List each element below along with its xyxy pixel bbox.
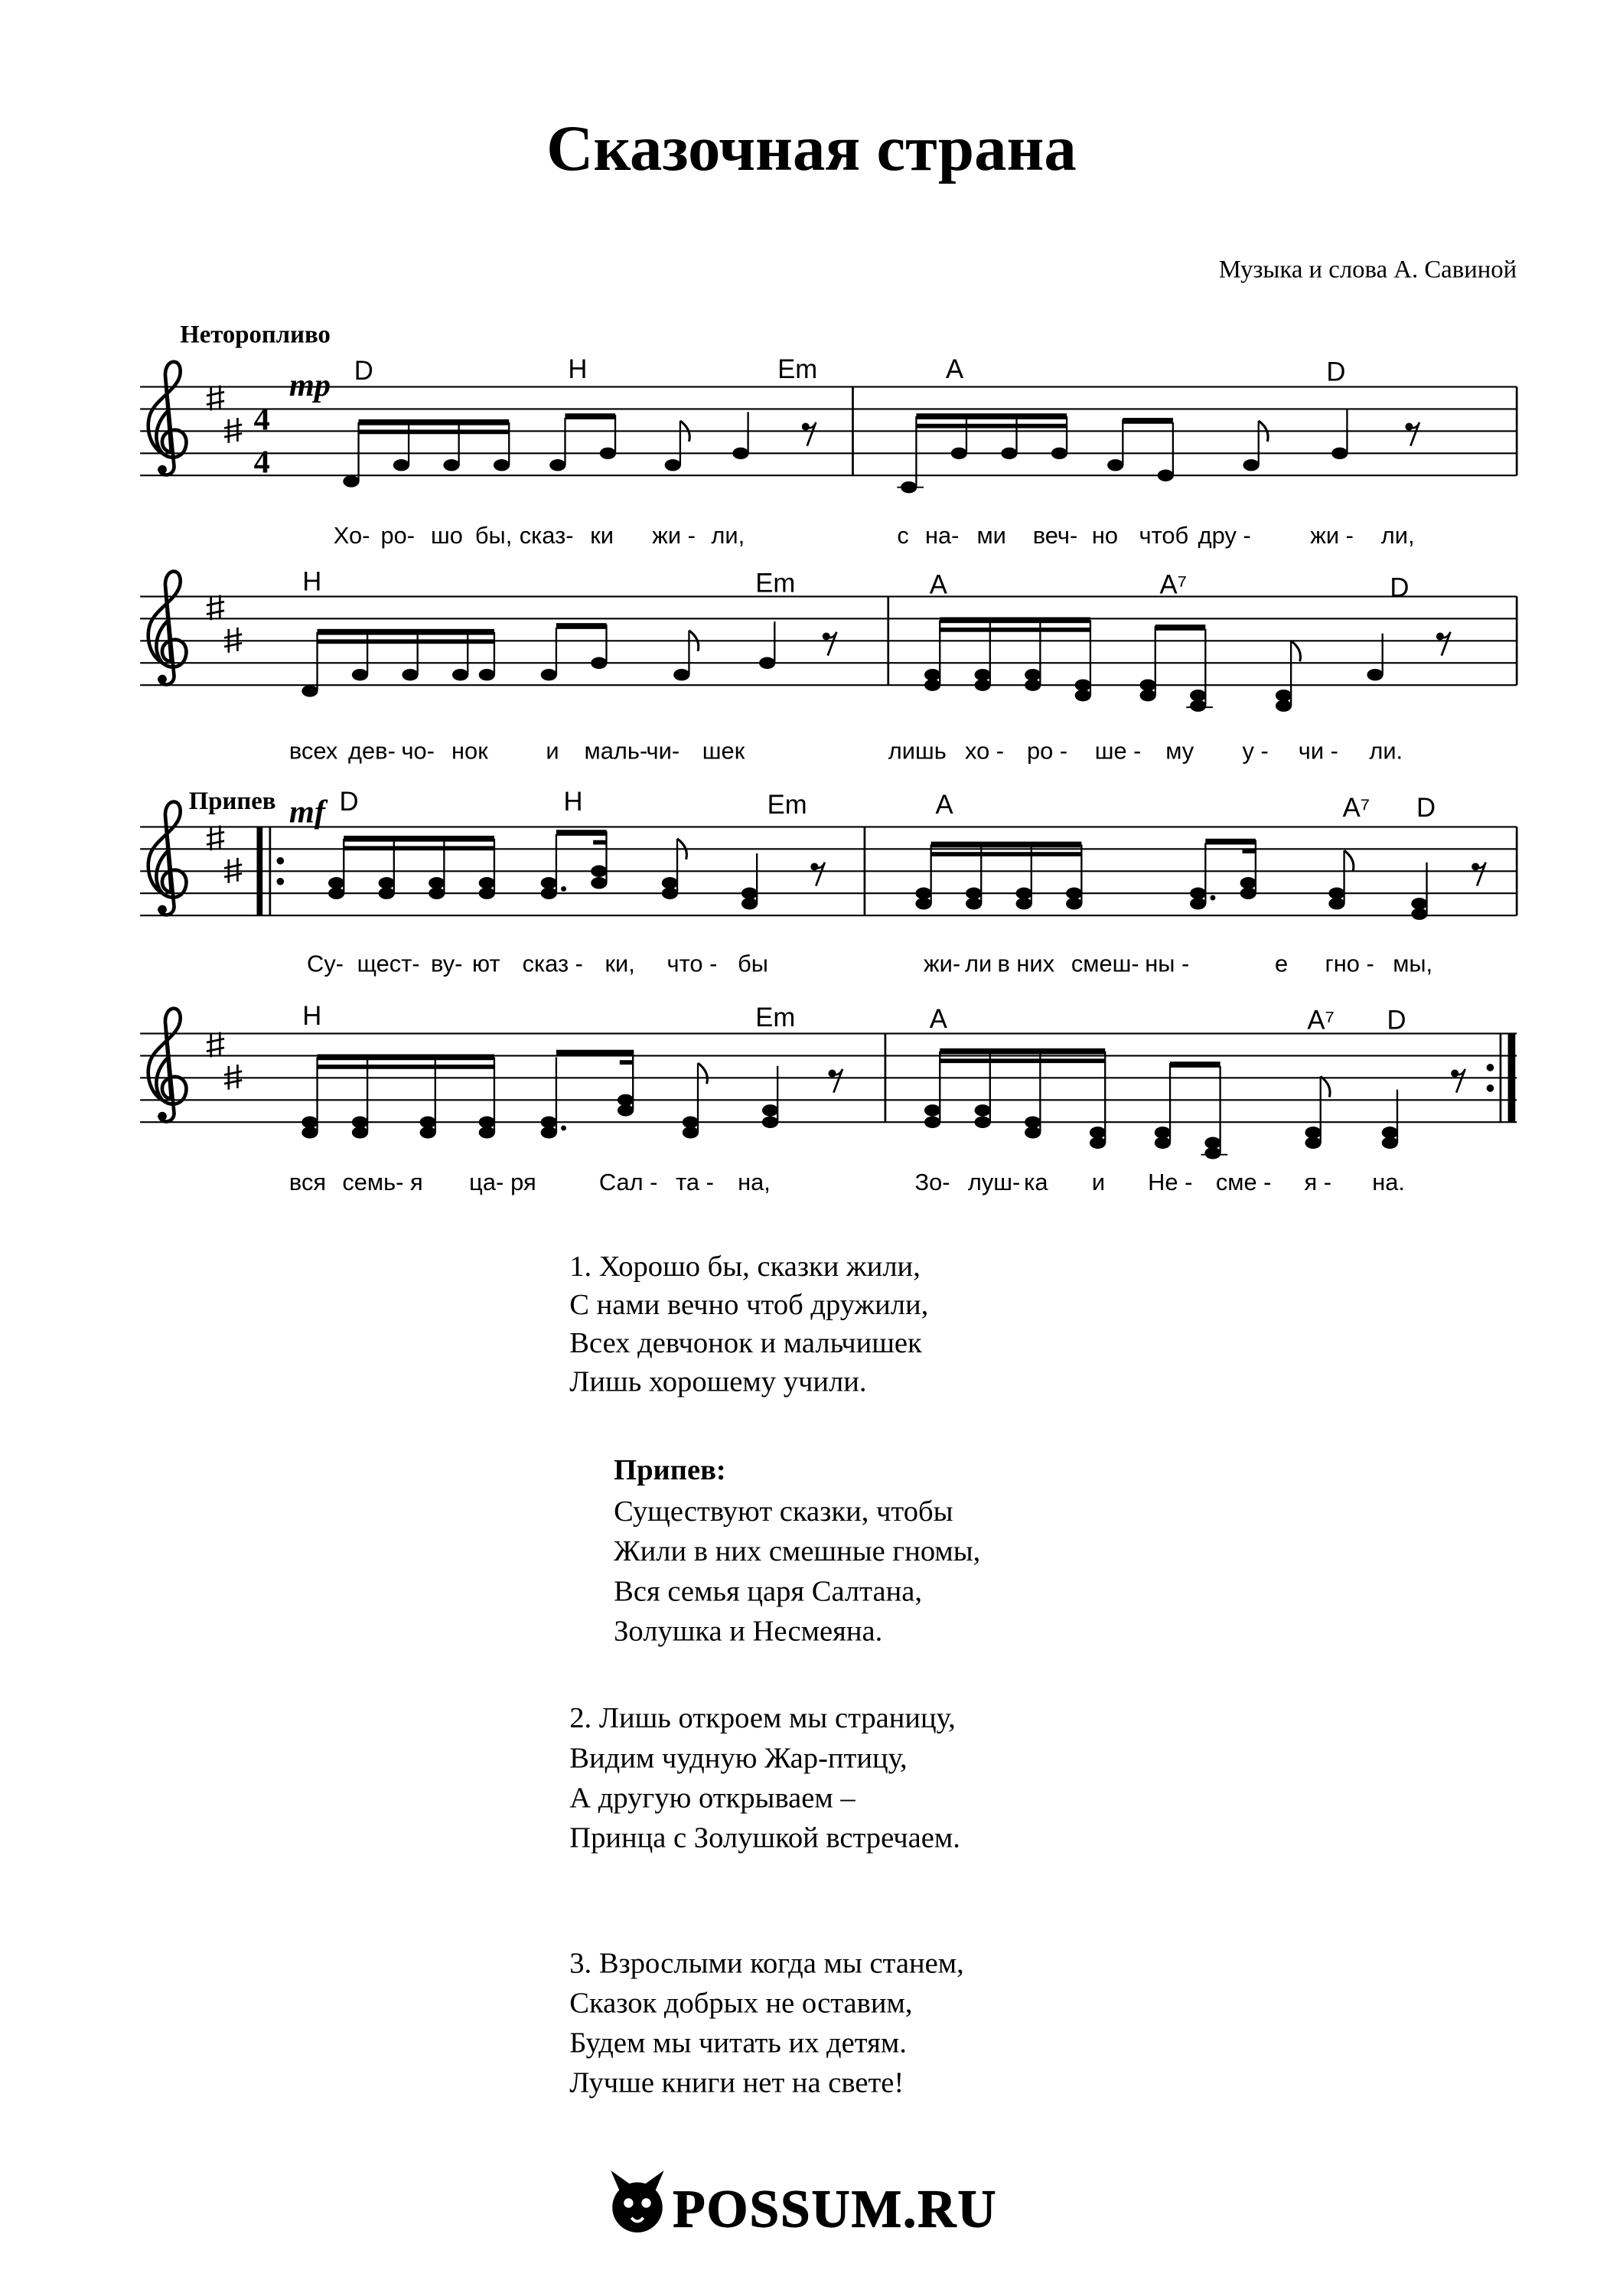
svg-text:му: му [1165,737,1194,765]
svg-text:и: и [1091,1168,1106,1195]
svg-text:дру -: дру - [1198,521,1251,549]
svg-text:жи -: жи - [652,521,696,549]
svg-text:чи-: чи- [646,737,680,765]
time-signature-bottom: 4 [253,444,270,481]
staff-2 [140,568,1517,765]
verse-line: Золушка и Несмеяна. [614,1615,883,1648]
treble-clef-icon [148,1009,187,1122]
svg-text:бы,: бы, [474,521,513,549]
svg-text:на,: на, [738,1168,771,1195]
svg-text:чтоб: чтоб [1139,521,1189,549]
svg-text:с: с [897,521,909,549]
svg-text:у -: у - [1242,737,1269,765]
chord-symbol: D [354,356,373,386]
svg-text:хо -: хо - [965,737,1005,765]
verse-line: Вся семья царя Салтана, [614,1575,922,1608]
svg-text:Не -: Не - [1148,1168,1193,1195]
svg-text:дев-: дев- [348,737,396,765]
chord-symbol: H [563,788,583,817]
svg-text:ро-: ро- [380,521,416,549]
svg-text:ро -: ро - [1027,737,1068,765]
svg-text:на.: на. [1372,1168,1405,1195]
eighth-rest-icon [1405,422,1419,446]
svg-text:щест-: щест- [357,950,420,977]
verse-line: Всех девчонок и мальчишек [569,1327,922,1360]
song-title: Сказочная страна [546,112,1077,184]
svg-text:на-: на- [924,521,960,549]
svg-text:сказ -: сказ - [522,950,583,977]
treble-clef-icon [148,802,187,915]
svg-text:чи -: чи - [1298,737,1338,765]
svg-text:веч-: веч- [1032,521,1078,549]
notes-measure-8 [924,1049,1465,1159]
eighth-rest-icon [810,863,825,886]
verse-1 [569,1251,928,1397]
chord-symbol: H [302,1001,322,1031]
staff-lines [140,1033,1517,1122]
notes-measure-2 [897,409,1419,493]
staff-lines [140,386,1517,475]
svg-text:ше -: ше - [1094,737,1142,765]
chord-symbol: Em [767,791,807,820]
svg-text:ря: ря [510,1168,536,1195]
svg-text:ют: ют [472,950,500,977]
svg-text:ки: ки [590,521,614,549]
verse-line: А другую открываем – [569,1782,855,1815]
verse-line: 2. Лишь откроем мы страницу, [569,1702,956,1735]
svg-text:лишь: лишь [888,737,947,765]
lyrics-line-2 [289,738,1403,765]
treble-clef-icon [148,362,187,475]
svg-text:ли,: ли, [711,521,745,549]
staff-4 [140,1002,1517,1195]
chord-symbol: A [945,354,964,384]
svg-text:жи-: жи- [924,950,961,977]
chord-symbol: Em [755,1003,796,1032]
chorus-heading: Припев: [614,1454,726,1487]
svg-text:маль-: маль- [584,737,648,765]
svg-text:Хо-: Хо- [333,521,370,549]
svg-text:всех: всех [288,737,338,765]
eighth-rest-icon [1471,863,1486,886]
eighth-rest-icon [802,422,816,446]
chord-symbol: D [1416,793,1436,823]
verse-line: Жили в них смешные гномы, [614,1535,981,1568]
sharp-icon [207,825,224,850]
svg-text:гно -: гно - [1325,950,1374,977]
verse-line: Лучше книги нет на свете! [569,2066,904,2099]
svg-text:шо: шо [431,521,463,549]
svg-text:ки,: ки, [605,950,635,977]
svg-text:чо-: чо- [401,737,435,765]
chord-symbol: H [568,354,588,384]
svg-text:е: е [1274,950,1289,977]
chord-symbol: A⁷ [1307,1006,1335,1035]
lyrics-line-4 [289,1169,1405,1195]
verse-line: Сказок добрых не оставим, [569,1987,913,2020]
svg-text:жи -: жи - [1310,521,1354,549]
chord-symbol: H [302,567,322,597]
time-signature-top: 4 [253,401,270,438]
svg-text:ми: ми [976,521,1006,549]
svg-text:ли.: ли. [1369,737,1403,765]
chorus-marker: Припев [188,788,276,816]
svg-text:ву-: ву- [431,950,463,977]
lyrics-line-1 [334,522,1415,549]
svg-text:нок: нок [451,737,488,765]
verse-3 [569,1947,963,2099]
chord-symbol: D [1326,357,1346,387]
verse-line: 1. Хорошо бы, сказки жили, [569,1250,921,1283]
verse-line: Существуют сказки, чтобы [614,1495,953,1528]
verse-line: Лишь хорошему учили. [569,1365,867,1398]
eighth-rest-icon [828,1069,842,1093]
svg-text:мы,: мы, [1393,950,1433,977]
svg-text:ли,: ли, [1380,521,1415,549]
eighth-rest-icon [1436,632,1451,656]
chord-symbol: A [935,791,953,820]
chord-symbol: A [929,570,947,600]
lyrics-line-3 [307,950,1432,977]
verse-2 [569,1702,960,1854]
svg-text:смеш-: смеш- [1071,950,1139,977]
possum-logo [611,2170,997,2239]
svg-text:шек: шек [702,737,745,765]
svg-text:ли: ли [965,950,992,977]
svg-text:вся: вся [288,1168,327,1195]
svg-text:ны -: ны - [1145,950,1190,977]
chord-symbol: D [339,788,359,817]
svg-text:сме -: сме - [1215,1168,1272,1195]
sharp-icon [207,1032,224,1058]
svg-text:в них: в них [997,950,1055,977]
chord-symbol: Em [777,354,818,384]
svg-text:луш-: луш- [967,1168,1021,1195]
dynamic-marking: mp [288,367,331,404]
sharp-icon [207,386,224,411]
svg-text:ца-: ца- [469,1168,504,1195]
staff-1 [140,355,1517,549]
notes-measure-6 [915,839,1485,920]
staff-3 [140,788,1517,977]
possum-icon [611,2170,663,2232]
verse-line: Будем мы читать их детям. [569,2027,907,2060]
chord-symbol: A⁷ [1159,570,1188,600]
verse-line: 3. Взрослыми когда мы станем, [569,1947,964,1980]
verse-line: Принца с Золушкой встречаем. [569,1821,960,1854]
chord-symbol: D [1390,573,1410,603]
svg-text:что -: что - [666,950,718,977]
svg-text:бы: бы [738,950,768,977]
svg-text:Сал -: Сал - [598,1168,658,1195]
svg-text:и: и [546,737,559,765]
svg-text:семь-: семь- [342,1168,404,1195]
notes-measure-5 [328,830,825,909]
notes-measure-7 [301,1050,842,1139]
eighth-rest-icon [1451,1069,1465,1093]
sharp-icon [207,595,224,620]
song-credit: Музыка и слова А. Савиной [1218,256,1517,284]
dynamic-marking: mf [288,794,326,830]
chord-symbol: Em [755,569,796,598]
treble-clef-icon [148,572,187,685]
svg-text:я -: я - [1304,1168,1332,1195]
svg-text:сказ-: сказ- [519,521,574,549]
logo-text: POSSUM.RU [673,2180,998,2239]
svg-text:я: я [410,1168,423,1195]
verse-line: Видим чудную Жар-птицу, [569,1742,908,1775]
chord-symbol: A⁷ [1342,793,1370,823]
svg-text:Зо-: Зо- [914,1168,950,1195]
verse-chorus [614,1454,980,1647]
svg-text:та -: та - [676,1168,714,1195]
svg-text:ка: ка [1024,1168,1048,1195]
chord-symbol: D [1387,1006,1406,1035]
notes-measure-4 [924,617,1450,711]
verse-line: С нами вечно чтоб дружили, [569,1289,929,1322]
eighth-rest-icon [823,632,837,656]
svg-text:Су-: Су- [307,950,344,977]
chord-symbol: A [929,1004,947,1034]
svg-text:но: но [1091,521,1119,549]
tempo-marking: Неторопливо [180,321,331,349]
